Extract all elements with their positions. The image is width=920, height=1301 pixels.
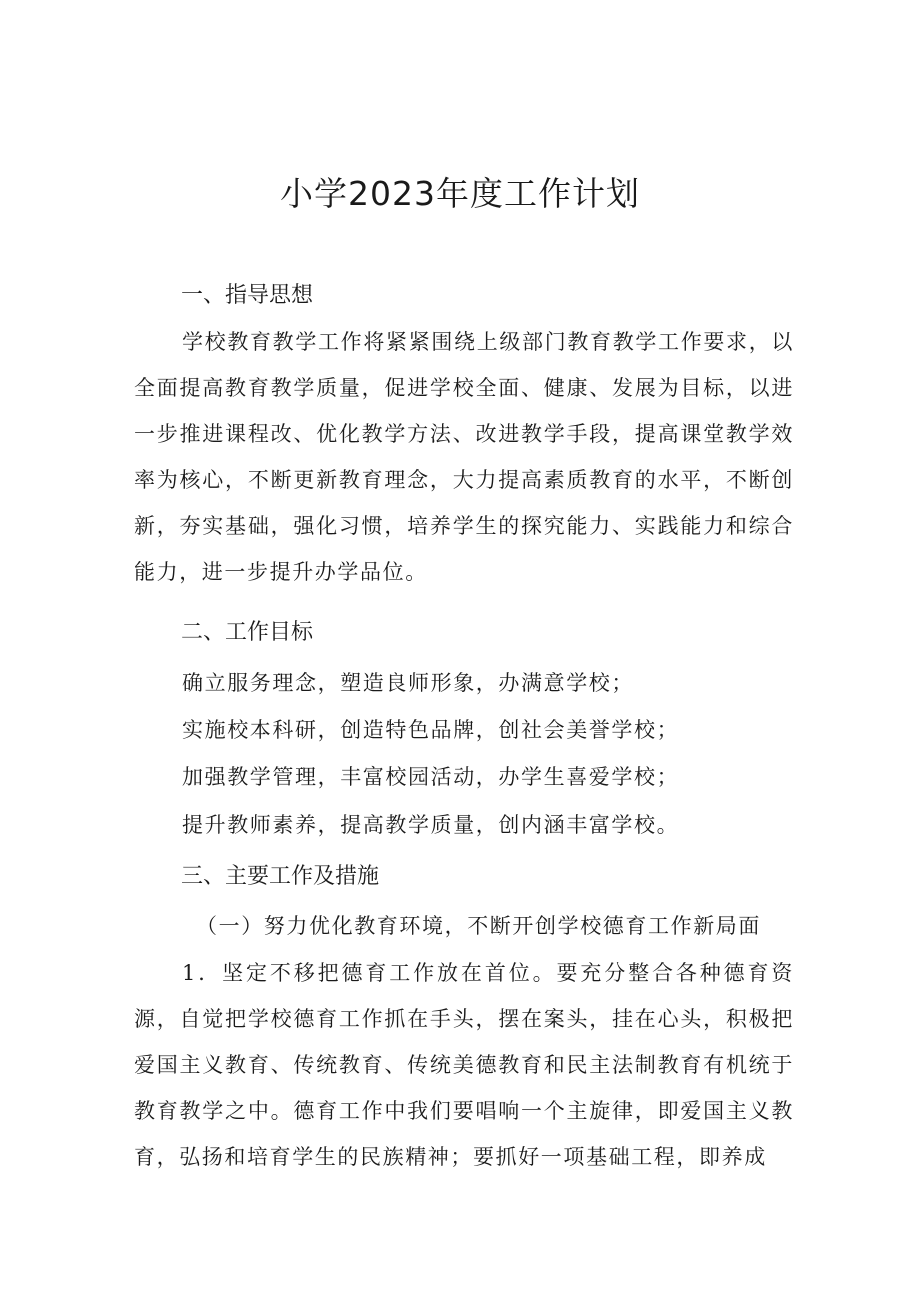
section-heading-guiding-ideology: 一、指导思想: [181, 283, 314, 308]
subsection-heading-moral-education: （一）努力优化教育环境，不断开创学校德育工作新局面: [196, 914, 761, 938]
moral-education-paragraph: 1．坚定不移把德育工作放在首位。要充分整合各种德育资源，自觉把学校德育工作抓在手头，摆在案头，挂在心头，积极把爱国主义教育、传统教育、传统美德教育和民主法制教育有机统于教育教学之中。德育工作中我们要唱响一个主旋律，即爱国主义教育，弘扬和培育学生的民族精神；要抓好一项基础工程，即养成: [134, 961, 794, 1169]
section-heading-main-work: 三、主要工作及措施: [181, 864, 380, 889]
guiding-ideology-paragraph: 学校教育教学工作将紧紧围绕上级部门教育教学工作要求，以全面提高教育教学质量，促进学校全面、健康、发展为目标，以进一步推进课程改、优化教学方法、改进教学手段，提高课堂教学效率为核心，不断更新教育理念，大力提高素质教育的水平，不断创新，夯实基础，强化习惯，培养学生的探究能力、实践能力和综合能力，进一步提升办学品位。: [134, 330, 794, 584]
work-goal-item: 实施校本科研，创造特色品牌，创社会美誉学校；: [182, 718, 680, 742]
work-goal-item: 提升教师素养，提高教学质量，创内涵丰富学校。: [182, 813, 680, 837]
section-heading-work-goals: 二、工作目标: [181, 620, 314, 645]
document-title: 小学2023年度工作计划: [280, 174, 640, 213]
work-goal-item: 确立服务理念，塑造良师形象，办满意学校；: [182, 671, 634, 695]
work-goal-item: 加强教学管理，丰富校园活动，办学生喜爱学校；: [182, 765, 680, 789]
